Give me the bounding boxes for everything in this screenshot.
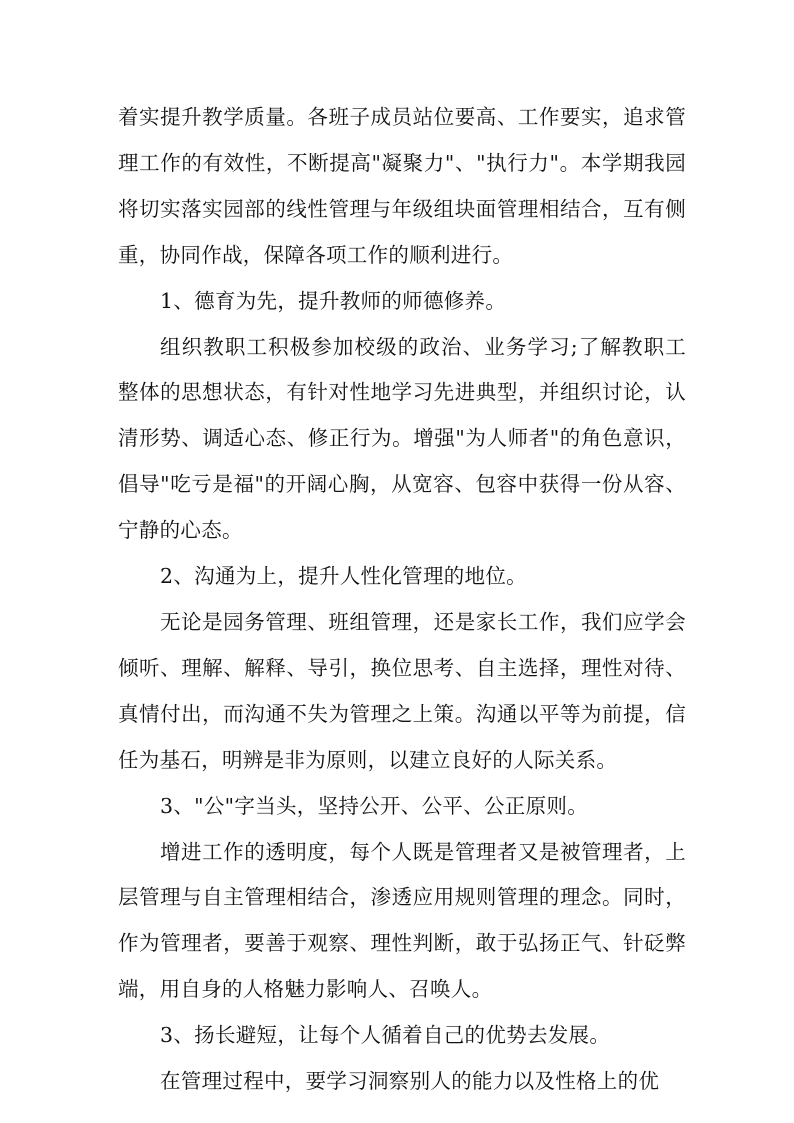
section-heading-fairness: 3、"公"字当头，坚持公开、公平、公正原则。 bbox=[160, 793, 588, 818]
section-heading-strengths: 3、扬长避短，让每个人循着自己的优势去发展。 bbox=[160, 1023, 611, 1048]
paragraph-continuation: 着实提升教学质量。各班子成员站位要高、工作要实，追求管理工作的有效性，不断提高"凝聚力"、"执行力"。本学期我园将切实落实园部的线性管理与年级组块面管理相结合，互有侧重，协同作战，保障各项工作的顺利进行。 bbox=[118, 105, 686, 267]
paragraph-communication: 无论是园务管理、班组管理，还是家长工作，我们应学会倾听、理解、解释、导引，换位思考、自主选择，理性对待、真情付出，而沟通不失为管理之上策。沟通以平等为前提，信任为基石，明辨是非为原则，以建立良好的人际关系。 bbox=[118, 609, 686, 772]
paragraph-moral-education: 组织教职工积极参加校级的政治、业务学习;了解教职工整体的思想状态，有针对性地学习先进典型，并组织讨论，认清形势、调适心态、修正行为。增强"为人师者"的角色意识，倡导"吃亏是福"的开阔心胸，从宽容、包容中获得一份从容、宁静的心态。 bbox=[118, 334, 686, 543]
paragraph-fairness: 增进工作的透明度，每个人既是管理者又是被管理者，上层管理与自主管理相结合，渗透应用规则管理的理念。同时，作为管理者，要善于观察、理性判断，敢于弘扬正气、针砭弊端，用自身的人格魅力影响人、召唤人。 bbox=[118, 839, 686, 1002]
paragraph-strengths: 在管理过程中，要学习洞察别人的能力以及性格上的优 bbox=[160, 1069, 660, 1094]
section-heading-communication: 2、沟通为上，提升人性化管理的地位。 bbox=[160, 564, 527, 589]
document-body bbox=[118, 95, 686, 1105]
section-heading-moral-education: 1、德育为先，提升教师的师德修养。 bbox=[160, 288, 507, 313]
